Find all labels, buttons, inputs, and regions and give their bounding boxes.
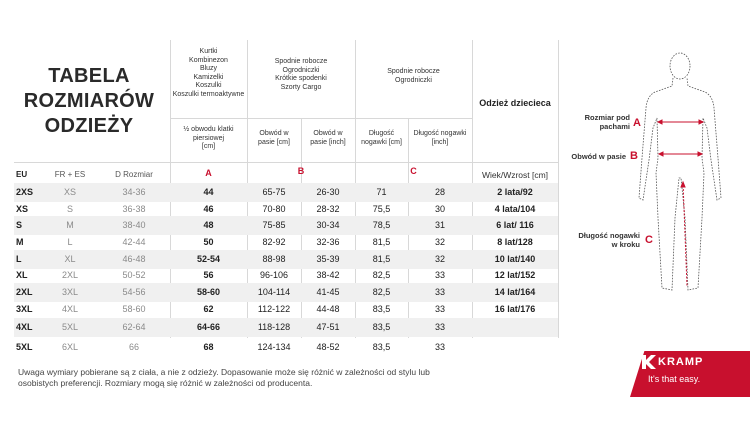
cell-a: 46 [203,204,214,214]
cell-fr: XL [64,254,76,264]
subheader-waist-cm [247,130,301,147]
cell-waist-inch: 30-34 [316,220,340,230]
group-a-item: Kombinezon [189,56,228,64]
cell-len-cm: 83,5 [372,322,391,332]
cell-waist-inch: 44-48 [316,304,340,314]
cell-d: 36-38 [122,204,146,214]
cell-waist-cm: 112-122 [257,304,291,314]
cell-fr: 2XL [61,270,78,280]
cell-len-cm: 83,5 [372,342,391,352]
cell-a: 62 [203,304,214,314]
cell-eu: 5XL [16,342,33,352]
cell-waist-inch: 35-39 [316,254,340,264]
cell-kids: 4 lata/104 [494,204,536,214]
page-title [14,64,164,139]
cell-kids: 8 lat/128 [497,237,533,247]
subheader-line: pasie [cm] [258,138,290,146]
cell-waist-cm: 82-92 [262,237,286,247]
cell-eu: 2XS [16,187,34,197]
logo-brand: KRAMP [658,356,704,368]
cell-d: 50-52 [122,270,146,280]
cell-eu: 4XL [16,322,33,332]
divider-header-top [14,162,558,163]
subheader-waist-inch [301,130,355,147]
cell-len-inch: 33 [434,270,445,280]
cell-kids [472,318,558,337]
group-a-items [170,48,247,99]
cell-len-inch: 33 [434,342,445,352]
cell-eu: 2XL [16,287,33,297]
note-line: Uwaga wymiary pobierane są z ciała, a nie z odzieży. Dopasowanie może się różnić w zależności od stylu lub [18,367,430,377]
note-line: osobistych preferencji. Rozmiary mogą się różnić w zależności od producenta. [18,378,313,388]
cell-d: 66 [128,342,139,352]
cell-d: 46-48 [122,254,146,264]
cell-waist-cm: 104-114 [257,287,291,297]
cell-fr: L [67,237,73,247]
group-b-item: Szorty Cargo [280,83,322,91]
cell-fr: 5XL [61,322,78,332]
cell-len-inch: 33 [434,304,445,314]
cell-fr: 6XL [61,342,78,352]
cell-waist-cm: 88-98 [262,254,286,264]
kramp-k-icon [642,355,656,369]
subheader-line: piersiowej [192,134,225,142]
kids-header: Odzież dziecieca [479,98,551,108]
cell-waist-cm: 65-75 [262,187,286,197]
cell-a: 68 [203,342,214,352]
cell-len-cm: 78,5 [372,220,391,230]
group-a-item: Kamizelki [193,73,224,81]
group-a-item: Kurtki [199,48,218,55]
measure-b-label: Obwód w pasie [571,152,626,161]
measure-a-line: Rozmiar pod [584,113,630,122]
measure-b-letter: B [630,150,638,162]
cell-waist-inch: 38-42 [316,270,340,280]
cell-eu: L [16,254,22,264]
cell-waist-cm: 118-128 [257,322,291,332]
cell-kids: 16 lat/176 [494,304,536,314]
subheader-line: Obwód w [313,130,343,137]
cell-len-cm: 82,5 [372,270,391,280]
subheader-length-inch [408,130,472,147]
subheader-line: Długość nogawki [413,130,467,137]
cell-waist-cm: 124-134 [257,342,291,352]
cell-len-inch: 28 [434,187,445,197]
cell-eu: 3XL [16,304,33,314]
cell-len-inch: 33 [434,287,445,297]
divider-kids-right [558,40,559,338]
logo-tagline: It's that easy. [648,374,701,384]
cell-a: 58-60 [196,287,221,297]
measure-c-line: w kroku [611,240,640,249]
subheader-line: ½ obwodu klatki [183,126,234,133]
col-header-eu: EU [16,170,28,179]
cell-waist-cm: 70-80 [262,204,286,214]
cell-len-inch: 32 [434,254,445,264]
measure-c-label [570,231,640,249]
table-row [14,338,558,357]
cell-len-cm: 71 [376,187,387,197]
cell-waist-inch: 32-36 [316,237,340,247]
cell-waist-inch: 47-51 [316,322,340,332]
cell-a: 56 [203,270,214,280]
cell-fr: XS [63,187,76,197]
table-row [14,318,558,337]
letter-c: C [410,166,417,176]
col-header-fr: FR + ES [54,170,86,179]
cell-fr: M [66,220,74,230]
subheader-line: nogawki [cm] [361,138,402,146]
cell-d: 62-64 [122,322,146,332]
group-c-item: Ogrodniczki [395,76,432,84]
group-b-item: Krótkie spodenki [275,75,327,82]
cell-kids: 10 lat/140 [494,254,536,264]
group-a-item: Bluzy [199,65,218,72]
subheader-chest [170,126,247,152]
cell-fr: 3XL [61,287,78,297]
cell-kids: 14 lat/164 [494,287,536,297]
cell-len-cm: 81,5 [372,237,391,247]
body-silhouette-icon [625,48,735,300]
group-a-item: Koszulki termoaktywne [172,90,245,98]
cell-eu: XL [16,270,28,280]
group-c-item: Spodnie robocze [387,68,440,75]
divider-subheader [170,118,472,119]
col-header-kids: Wiek/Wzrost [cm] [481,170,549,180]
cell-waist-inch: 26-30 [316,187,340,197]
subheader-line: [cm] [201,143,216,150]
subheader-length-cm [355,130,408,147]
measure-a-line: pachami [599,122,630,131]
note-text [18,367,448,389]
cell-fr: S [66,204,73,214]
cell-waist-cm: 96-106 [259,270,289,280]
cell-kids: 12 lat/152 [494,270,536,280]
cell-len-inch: 30 [434,204,445,214]
cell-len-inch: 31 [434,220,445,230]
cell-d: 42-44 [122,237,146,247]
col-header-d: D Rozmiar [115,170,153,179]
cell-waist-inch: 48-52 [316,342,340,352]
cell-a: 52-54 [196,254,221,264]
subheader-line: Obwód w [259,130,289,137]
cell-d: 34-36 [122,187,146,197]
cell-eu: XS [16,204,29,214]
cell-d: 38-40 [122,220,146,230]
title-line-3: ODZIEŻY [44,115,134,137]
cell-waist-cm: 75-85 [262,220,286,230]
cell-len-inch: 32 [434,237,445,247]
cell-eu: S [16,220,23,230]
letter-a: A [205,168,212,178]
cell-kids: 6 lat/ 116 [496,220,534,230]
table-row [14,300,558,319]
cell-kids [472,338,558,357]
cell-a: 44 [203,187,214,197]
cell-d: 58-60 [122,304,146,314]
subheader-line: pasie [inch] [310,138,346,146]
group-b-item: Ogrodniczki [282,66,320,74]
cell-len-cm: 82,5 [372,287,391,297]
measure-c-letter: C [645,234,653,246]
measure-a-label [575,113,630,131]
group-a-item: Koszulki [195,82,222,89]
cell-kids: 2 lata/92 [497,187,533,197]
cell-eu: M [16,237,24,247]
cell-fr: 4XL [61,304,78,314]
cell-a: 48 [203,220,214,230]
cell-a: 50 [203,237,214,247]
letter-b: B [297,166,305,176]
subheader-line: Długość [368,130,395,137]
cell-waist-inch: 41-45 [316,287,340,297]
cell-waist-inch: 28-32 [316,204,340,214]
group-b-item: Spodnie robocze [274,58,328,65]
measure-a-letter: A [633,117,641,129]
cell-d: 54-56 [122,287,146,297]
title-line-2: ROZMIARÓW [23,90,155,112]
cell-len-inch: 33 [434,322,445,332]
cell-len-cm: 83,5 [372,304,391,314]
cell-a: 64-66 [196,322,221,332]
cell-len-cm: 81,5 [372,254,391,264]
title-line-1: TABELA [48,65,130,87]
group-b-items [247,58,355,92]
measure-c-line: Długość nogawki [578,231,640,240]
group-c-items [355,68,472,85]
cell-len-cm: 75,5 [372,204,391,214]
subheader-line: [inch] [431,138,449,146]
